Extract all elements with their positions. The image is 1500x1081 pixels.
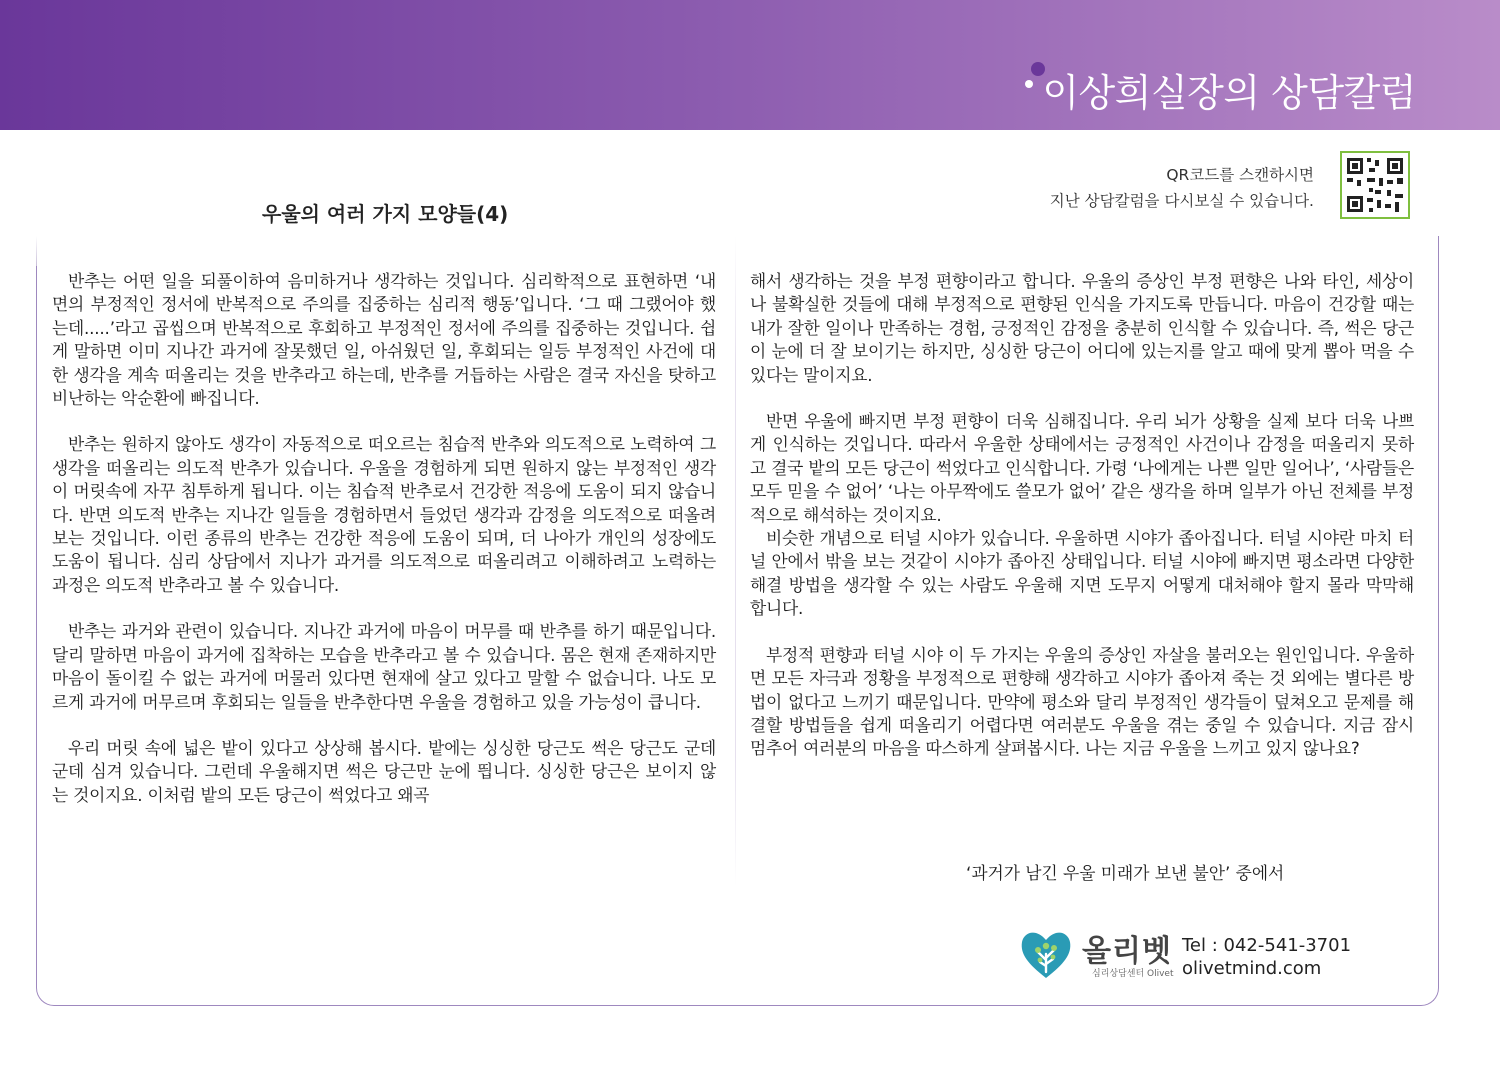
right-paragraph-1: 해서 생각하는 것을 부정 편향이라고 합니다. 우울의 증상인 부정 편향은 나와 타인, 세상이나 불확실한 것들에 대해 부정적으로 편향된 인식을 가지도록 만듭니다. 마음이 건강할 때는 내가 잘한 일이나 만족하는 경험, 긍정적인 감정을 충분히 인식할 수 있습니다. 즉, 썩은 당근이 눈에 더 잘 보이기는 하지만, 싱싱한 당근이 어디에 있는지를 알고 때에 맞게 뽑아 먹을 수 있다는 말이지요. — [750, 271, 1414, 385]
article-source: ‘과거가 남긴 우울 미래가 보낸 불안’ 중에서 — [966, 863, 1285, 883]
contact-phone[interactable]: Tel : 042-541-3701 — [1182, 935, 1352, 956]
article-right-column — [750, 270, 1414, 761]
logo-name: 올리벳 — [1082, 934, 1172, 969]
left-paragraph-1: 반추는 어떤 일을 되풀이하여 음미하거나 생각하는 것입니다. 심리학적으로 표현하면 ‘내면의 부정적인 정서에 반복적으로 주의를 집중하는 심리적 행동’입니다. ‘그 때 그랬어야 했는데.....’라고 곱씹으며 반복적으로 후회하고 부정적인 정서에 주의를 집중하는 것입니다. 쉽게 말하면 이미 지나간 과거에 잘못했던 일, 아쉬웠던 일, 후회되는 일등 부정적인 사건에 대한 생각을 계속 떠올리는 것을 반추라고 하는데, 반추를 거듭하는 사람은 결국 자신을 탓하고 비난하는 악순환에 빠집니다. — [52, 271, 716, 409]
title-bullet-icon — [1025, 80, 1033, 88]
contact-info — [1182, 934, 1351, 980]
qr-code-icon[interactable] — [1340, 151, 1410, 219]
left-paragraph-3: 반추는 과거와 관련이 있습니다. 지나간 과거에 마음이 머무를 때 반추를 하기 때문입니다. 달리 말하면 마음이 과거에 집착하는 모습을 반추라고 볼 수 있습니다. 몸은 현재 존재하지만 마음이 돌이킬 수 없는 과거에 머물러 있다면 현재에 살고 있다고 말할 수 없습니다. 나도 모르게 과거에 머무르며 후회되는 일들을 반추한다면 우울을 경험하고 있을 가능성이 큽니다. — [52, 621, 716, 712]
article-left-column — [52, 270, 716, 807]
left-paragraph-2: 반추는 원하지 않아도 생각이 자동적으로 떠오르는 침습적 반추와 의도적으로 노력하여 그 생각을 떠올리는 의도적 반추가 있습니다. 우울을 경험하게 되면 원하지 않는 부정적인 생각이 머릿속에 자꾸 침투하게 됩니다. 이는 침습적 반추로서 건강한 적응에 도움이 되지 않습니다. 반면 의도적 반추는 지나간 일들을 경험하면서 들었던 생각과 감정을 의도적으로 떠올려 보는 것입니다. 이런 종류의 반추는 건강한 적응에 도움이 되며, 더 나아가 개인의 성장에도 도움이 됩니다. 심리 상담에서 지나가 과거를 의도적으로 떠올리려고 이해하려고 노력하는 과정은 의도적 반추라고 볼 수 있습니다. — [52, 434, 716, 595]
logo-subtitle: 심리상담센터 Olivet — [1092, 969, 1174, 979]
right-paragraph-2: 반면 우울에 빠지면 부정 편향이 더욱 심해집니다. 우리 뇌가 상황을 실제 보다 더욱 나쁘게 인식하는 것입니다. 따라서 우울한 상태에서는 긍정적인 사건이나 감정을 떠올리지 못하고 결국 밭의 모든 당근이 썩었다고 인식합니다. 가령 ‘나에게는 나쁜 일만 일어나’, ‘사람들은 모두 믿을 수 없어’ ‘나는 아무짝에도 쓸모가 없어’ 같은 생각을 하며 일부가 아닌 전체를 부정적으로 해석하는 것이지요. — [750, 411, 1414, 525]
qr-instruction-line-1: QR코드를 스캔하시면 — [1166, 166, 1314, 184]
qr-instruction-line-2: 지난 상담칼럼을 다시보실 수 있습니다. — [1049, 192, 1314, 210]
article-title: 우울의 여러 가지 모양들(4) — [262, 202, 509, 226]
column-series-title: 이상희실장의 상담칼럼 — [1042, 71, 1416, 115]
qr-instructions — [1050, 162, 1314, 214]
right-paragraph-3: 비슷한 개념으로 터널 시야가 있습니다. 우울하면 시야가 좁아집니다. 터널 시야란 마치 터널 안에서 밖을 보는 것같이 시야가 좁아진 상태입니다. 터널 시야에 빠지면 평소라면 다양한 해결 방법을 생각할 수 있는 사람도 우울해 지면 도무지 어떻게 대처해야 할지 몰라 막막해 합니다. — [750, 528, 1414, 619]
frame-fade-left — [36, 236, 37, 266]
column-divider — [735, 236, 736, 886]
contact-website[interactable]: olivetmind.com — [1182, 958, 1322, 979]
right-paragraph-4: 부정적 편향과 터널 시야 이 두 가지는 우울의 증상인 자살을 불러오는 원인입니다. 우울하면 모든 자극과 정황을 부정적으로 편향해 생각하고 시야가 좁아져 죽는 것 외에는 별다른 방법이 없다고 느끼기 때문입니다. 만약에 평소와 달리 부정적인 생각들이 덮쳐오고 문제를 해결할 방법들을 쉽게 떠올리기 어렵다면 여러분도 우울을 겪는 중일 수 있습니다. 지금 잠시 멈추어 여러분의 마음을 따스하게 살펴봅시다. 나는 지금 우울을 느끼고 있지 않나요? — [750, 644, 1414, 759]
left-paragraph-4: 우리 머릿 속에 넓은 밭이 있다고 상상해 봅시다. 밭에는 싱싱한 당근도 썩은 당근도 군데 군데 심겨 있습니다. 그런데 우울해지면 썩은 당근만 눈에 띕니다. 싱싱한 당근은 보이지 않는 것이지요. 이처럼 밭의 모든 당근이 썩었다고 왜곡 — [52, 737, 716, 805]
heart-tree-icon — [1018, 926, 1074, 982]
